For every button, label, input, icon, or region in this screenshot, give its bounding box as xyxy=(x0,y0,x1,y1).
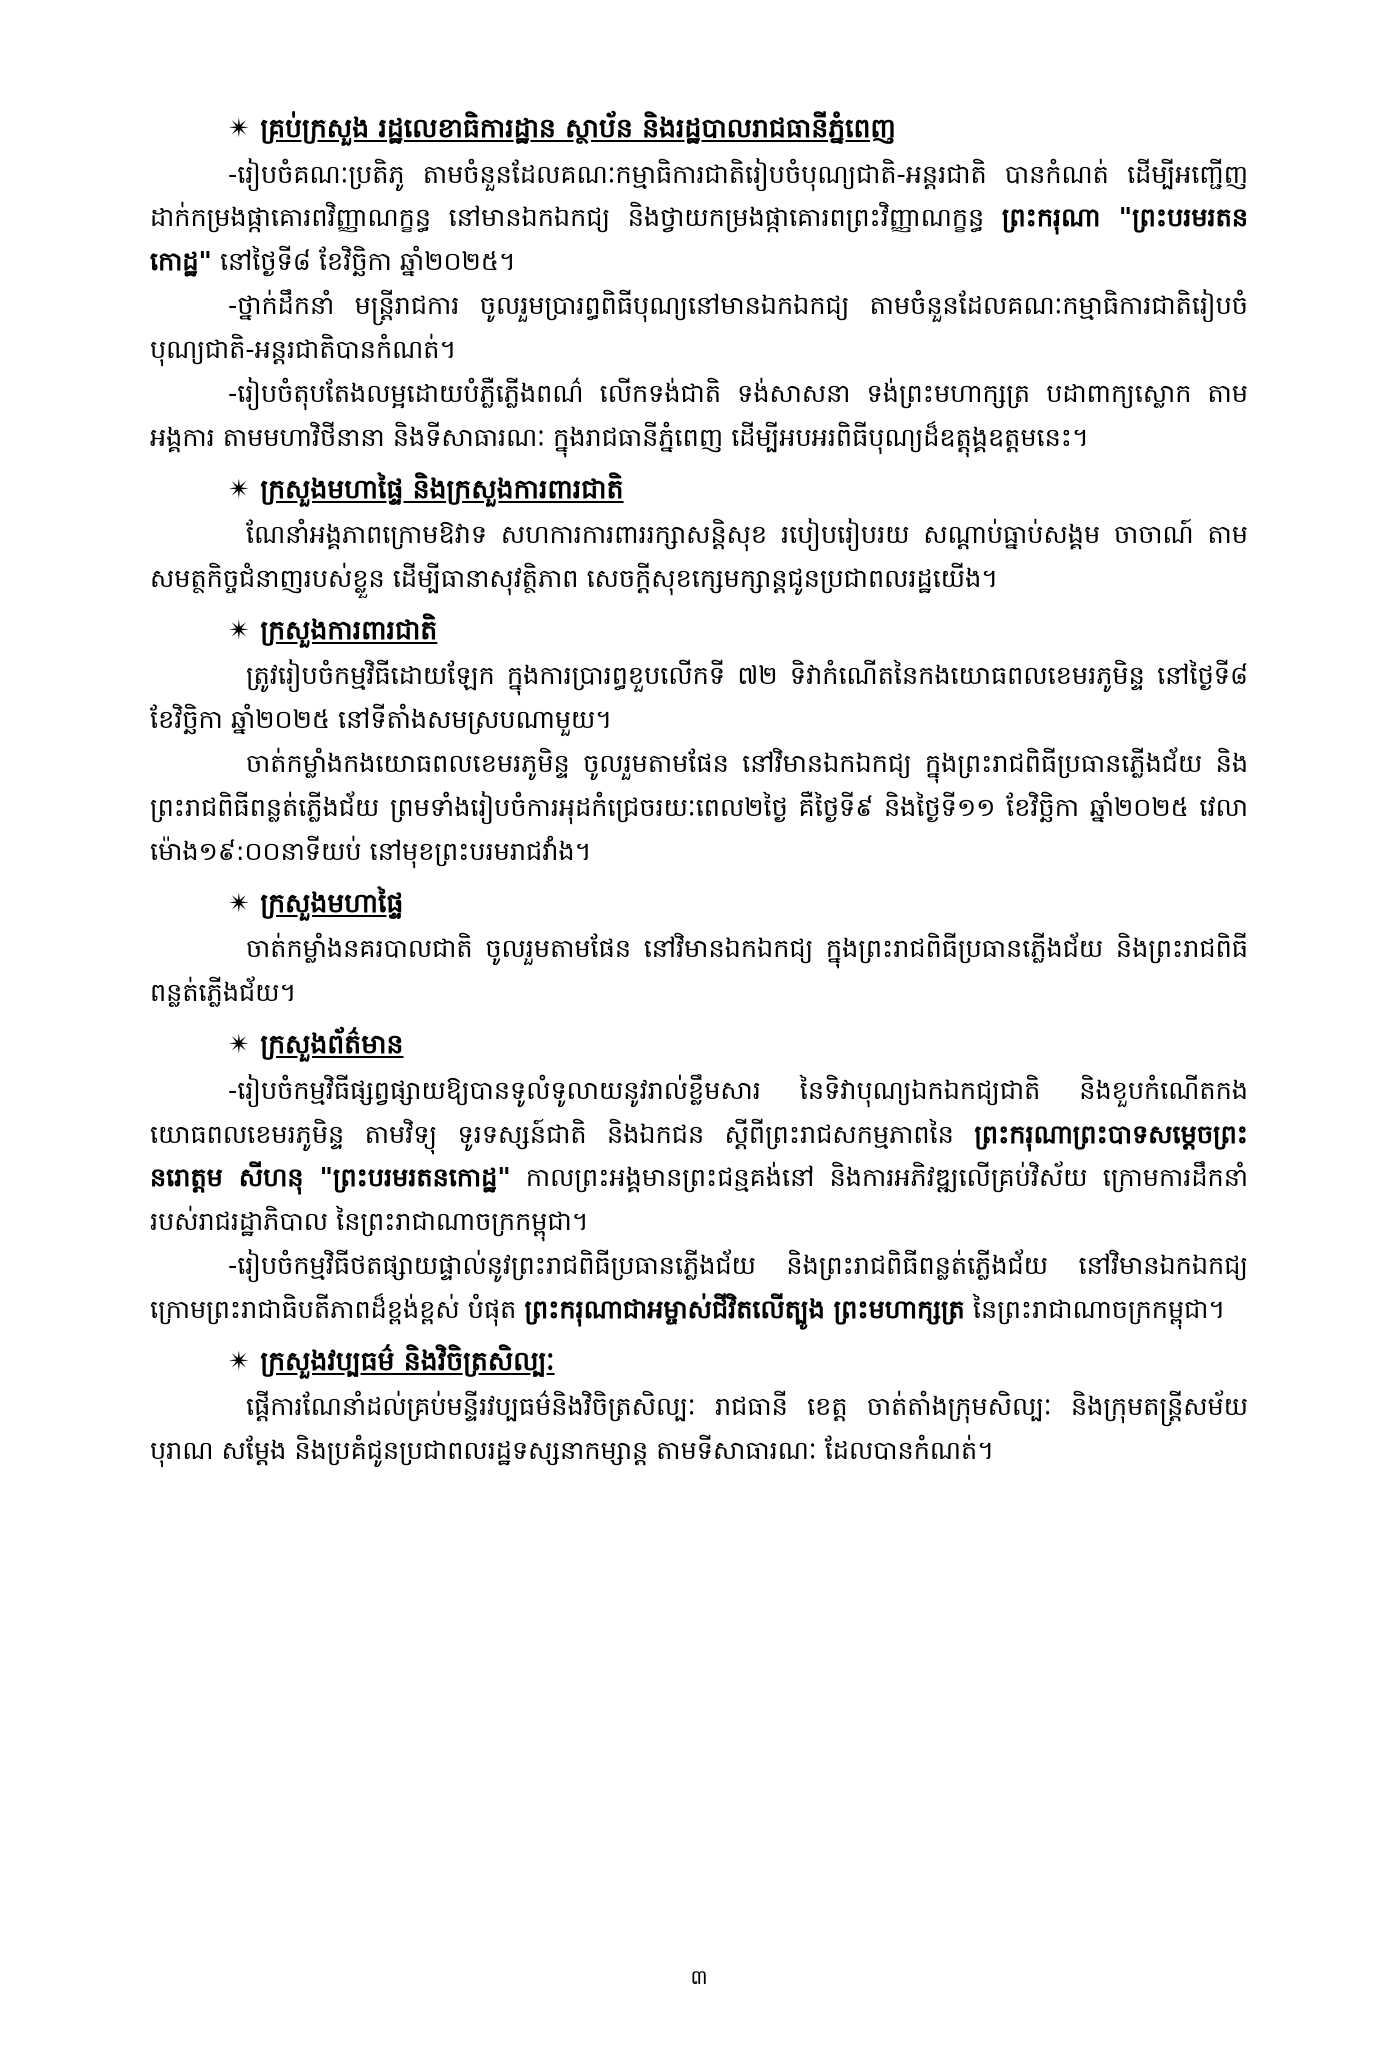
text-run: -រៀបចំតុបតែងលម្អដោយបំភ្លឺភ្លើងពណ៌ លើកទង់ជាតិ ទង់សាសនា ទង់ព្រះមហាក្សត្រ បដាពាក្យស្លោក តាមអង្គការ តាមមហាវិថីនានា និងទីសាធារណៈ ក្នុងរាជធានីភ្នំពេញ ដើម្បីអបអរពិធីបុណ្យដ៏ឧត្តុង្គឧត្តមនេះ។ xyxy=(150,378,1248,453)
star-icon: ✴ xyxy=(228,113,251,144)
document-section xyxy=(150,1022,1248,1333)
text-run: ចាត់កម្លាំងកងយោធពលខេមរភូមិន្ទ ចូលរួមតាមផែន នៅវិមានឯកឯកជ្យ ក្នុងព្រះរាជពិធីប្រធានភ្លើងជ័យ និងព្រះរាជពិធីពន្លត់ភ្លើងជ័យ ព្រមទាំងរៀបចំការអុដកំជ្រេចរយៈពេល២ថ្ងៃ គឺថ្ងៃទី៩ និងថ្ងៃទី១១ ខែវិច្ឆិកា ឆ្នាំ២០២៥ វេលាម៉ោង១៩:០០នាទីយប់ នៅមុខព្រះបរមរាជវាំង។ xyxy=(150,749,1248,867)
section-heading-text: គ្រប់ក្រសួង រដ្ឋលេខាធិការដ្ឋាន ស្ថាប័ន និងរដ្ឋបាលរាជធានីភ្នំពេញ xyxy=(260,113,896,144)
paragraph xyxy=(150,154,1248,286)
document-body xyxy=(150,106,1248,1474)
text-run: ចាត់កម្លាំងនគរបាលជាតិ ចូលរួមតាមផែន នៅវិមានឯកឯកជ្យ ក្នុងព្រះរាជពិធីប្រធានភ្លើងជ័យ និងព្រះរាជពិធីពន្លត់ភ្លើងជ័យ។ xyxy=(150,934,1248,1009)
page-number: ៣ xyxy=(690,1965,708,1989)
document-section xyxy=(150,106,1248,461)
section-heading xyxy=(150,881,1248,927)
star-icon: ✴ xyxy=(228,614,251,646)
section-heading-text: ក្រសួងការពារជាតិ xyxy=(260,614,438,646)
text-run: កាលព្រះអង្គមានព្រះជន្មគង់នៅ និងការអភិវឌ្ឍលើគ្រប់វិស័យ ក្រោមការដឹកនាំរបស់រាជរដ្ឋាភិបាល នៃព្រះរាជាណាចក្រកម្ពុជា។ xyxy=(150,1163,1248,1238)
text-run: -រៀបចំកម្មវិធីថតផ្សាយផ្ទាល់នូវព្រះរាជពិធីប្រធានភ្លើងជ័យ និងព្រះរាជពិធីពន្លត់ភ្លើងជ័យ នៅវិមានឯកឯកជ្យ ក្រោមព្រះរាជាធិបតីភាពដ៏ខ្ពង់ខ្ពស់ បំផុត xyxy=(150,1251,1248,1325)
text-run-bold: ព្រះករុណា "ព្រះបរមរតនកោដ្ឋ" xyxy=(150,203,1249,278)
section-heading xyxy=(150,1022,1248,1068)
section-heading xyxy=(150,467,1248,513)
section-heading-text: ក្រសួងព័ត៌មាន xyxy=(260,1029,404,1061)
paragraph xyxy=(150,743,1248,875)
paragraph xyxy=(150,514,1248,602)
paragraph xyxy=(150,1245,1248,1333)
text-run: នៃព្រះរាជាណាចក្រកម្ពុជា។ xyxy=(964,1294,1226,1325)
document-section xyxy=(150,467,1248,602)
text-run: -ថ្នាក់ដឹកនាំ មន្ត្រីរាជការ ចូលរួមប្រារព្ធពិធីបុណ្យនៅមានឯកឯកជ្យ តាមចំនួនដែលគណៈកម្មាធិការជាតិរៀបចំបុណ្យជាតិ-អន្តរជាតិបានកំណត់។ xyxy=(150,291,1248,366)
star-icon: ✴ xyxy=(228,887,251,919)
text-run: ត្រូវរៀបចំកម្មវិធីដោយឡែក ក្នុងការប្រារព្ធខួបលើកទី ៧២ ទិវាកំណើតនៃកងយោធពលខេមរភូមិន្ទ នៅថ្ងៃទី៨ ខែវិច្ឆិកា ឆ្នាំ២០២៥ នៅទីតាំងសមស្របណាមួយ។ xyxy=(150,661,1248,736)
section-heading-text: ក្រសួងវប្បធម៌ និងវិចិត្រសិល្បៈ xyxy=(260,1345,555,1377)
text-run-bold: ព្រះករុណាជាអម្ចាស់ជីវិតលើត្បូង ព្រះមហាក្សត្រ xyxy=(524,1294,965,1325)
section-heading-text: ក្រសួងមហាផ្ទៃ xyxy=(260,887,404,919)
text-run: ណែនាំអង្គភាពក្រោមឱវាទ សហការការពាររក្សាសន្តិសុខ របៀបរៀបរយ សណ្តាប់ធ្នាប់សង្គម ចាចាណ៍ តាមសមត្ថកិច្ចជំនាញរបស់ខ្លួន ដើម្បីធានាសុវត្ថិភាព សេចក្តីសុខក្សេមក្សាន្តជូនប្រជាពលរដ្ឋយើង។ xyxy=(150,520,1248,595)
paragraph xyxy=(150,285,1248,373)
star-icon: ✴ xyxy=(228,473,251,505)
text-run: -រៀបចំគណៈប្រតិភូ តាមចំនួនដែលគណៈកម្មាធិការជាតិរៀបចំបុណ្យជាតិ-អន្តរជាតិ បានកំណត់ ដើម្បីអញ្ជើញដាក់កម្រងផ្កាគោរពវិញ្ញាណក្ខន្ធ នៅមានឯកឯកជ្យ និងថ្វាយកម្រងផ្កាគោរពព្រះវិញ្ញាណក្ខន្ធ xyxy=(150,159,1248,234)
paragraph xyxy=(150,1070,1248,1245)
section-heading xyxy=(150,106,1248,152)
section-heading-text: ក្រសួងមហាផ្ទៃ និងក្រសួងការពារជាតិ xyxy=(260,473,624,505)
section-heading xyxy=(150,608,1248,654)
text-run-bold: ព្រះករុណាព្រះបាទសម្តេចព្រះ នរោត្តម សីហនុ "ព្រះបរមរតនកោដ្ឋ" xyxy=(150,1119,1248,1194)
paragraph xyxy=(150,928,1248,1016)
section-heading xyxy=(150,1339,1248,1385)
text-run: នៅថ្ងៃទី៨ ខែវិច្ឆិកា ឆ្នាំ២០២៥។ xyxy=(211,247,516,278)
star-icon: ✴ xyxy=(228,1345,251,1377)
star-icon: ✴ xyxy=(228,1029,251,1061)
document-section xyxy=(150,608,1248,875)
paragraph xyxy=(150,373,1248,461)
document-section xyxy=(150,881,1248,1016)
paragraph xyxy=(150,1386,1248,1474)
text-run: ផ្តើការណែនាំដល់គ្រប់មន្ទីរវប្បធម៌និងវិចិត្រសិល្បៈ រាជធានី ខេត្ត ចាត់តាំងក្រុមសិល្បៈ និងក្រុមតន្ត្រីសម័យ បុរាណ សម្តែង និងប្រគំជូនប្រជាពលរដ្ឋទស្សនាកម្សាន្ត តាមទីសាធារណៈ ដែលបានកំណត់។ xyxy=(150,1392,1248,1467)
document-section xyxy=(150,1339,1248,1474)
text-run: -រៀបចំកម្មវិធីផ្សព្វផ្សាយឱ្យបានទូលំទូលាយនូវរាល់ខ្លឹមសារ នៃទិវាបុណ្យឯកឯកជ្យជាតិ និងខួបកំណើតកងយោធពលខេមរភូមិន្ទ តាមវិទ្យុ ទូរទស្សន៍ជាតិ និងឯកជន ស្តីពីព្រះរាជសកម្មភាពនៃ xyxy=(150,1075,1248,1150)
paragraph xyxy=(150,655,1248,743)
